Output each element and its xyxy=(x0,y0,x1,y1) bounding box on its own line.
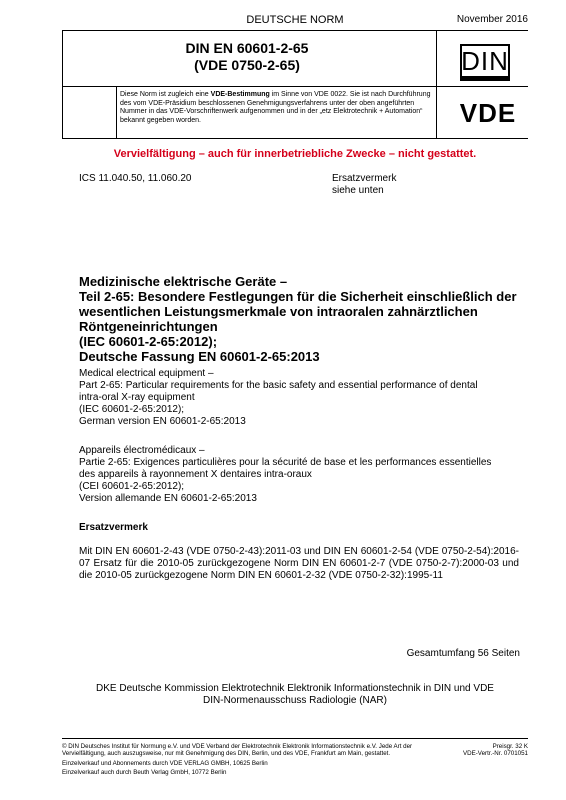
price-group: Preisgr. 32 K xyxy=(492,743,528,750)
din-logo-underline xyxy=(460,78,510,81)
sales-beuth: Einzelverkauf auch durch Beuth Verlag GmbH, 10772 Berlin xyxy=(62,769,227,777)
document-number-vde: (VDE 0750-2-65) xyxy=(194,57,300,73)
header-mid-rule xyxy=(62,86,528,87)
header-top-rule xyxy=(62,30,528,31)
reproduction-notice: Vervielfältigung – auch für innerbetriebliche Zwecke – nicht gestattet. xyxy=(113,148,477,160)
committee xyxy=(62,683,528,707)
title-german-line: Röntgeneinrichtungen xyxy=(79,319,218,334)
publication-date: November 2016 xyxy=(456,14,528,25)
title-french-line: (CEI 60601-2-65:2012); xyxy=(79,481,185,492)
replacement-reference-hint: siehe unten xyxy=(332,185,384,196)
title-german-line: Teil 2-65: Besondere Festlegungen für die Sicherheit einschließlich der xyxy=(79,289,517,304)
title-french-line: des appareils à rayonnement X dentaires intra-oraux xyxy=(79,469,312,480)
footer-right xyxy=(428,743,528,758)
ics-codes: ICS 11.040.50, 11.060.20 xyxy=(79,173,192,184)
vde-note-rest: im Sinne von VDE 0022. Sie ist nach Durchführung des vom VDE-Präsidium beschlossenen Genehmigungsverfahrens unter der oben angeführten Nummer in das VDE-Vorschriftenwerk aufgenommen und in der „etz Elektrotechnik + Automation“ bekannt gegeben worden. xyxy=(120,91,431,124)
title-english-line: intra-oral X-ray equipment xyxy=(79,392,195,403)
total-pages: Gesamtumfang 56 Seiten xyxy=(406,648,520,659)
replacement-reference xyxy=(332,173,396,197)
title-german-line: Deutsche Fassung EN 60601-2-65:2013 xyxy=(79,349,320,364)
sales-vde-verlag: Einzelverkauf und Abonnements durch VDE VERLAG GMBH, 10625 Berlin xyxy=(62,759,268,767)
committee-dke: DKE Deutsche Kommission Elektrotechnik Elektronik Informationstechnik in DIN und VDE xyxy=(96,683,494,694)
logo-divider-rule xyxy=(436,30,437,138)
replacement-reference-label: Ersatzvermerk xyxy=(332,173,397,184)
note-left-rule xyxy=(116,86,117,138)
din-logo xyxy=(460,44,510,78)
order-number: VDE-Vertr.-Nr. 0701051 xyxy=(463,750,528,758)
vde-note-prefix: Diese Norm ist zugleich eine xyxy=(120,91,211,98)
title-english-line: (IEC 60601-2-65:2012); xyxy=(79,404,185,415)
title-german-line: (IEC 60601-2-65:2012); xyxy=(79,334,218,349)
title-french xyxy=(79,445,529,505)
vde-logo xyxy=(448,98,528,129)
copyright-notice: © DIN Deutsches Institut für Normung e.V. und VDE Verband der Elektrotechnik Elektronik Informationstechnik e.V. Jede Art der Vervielfältigung, auch auszugsweise, nur mit Genehmigung des DIN, Berlin, und des VDE, Frankfurt am Main, gestattet. xyxy=(62,743,413,758)
title-french-line: Partie 2-65: Exigences particulières pour la sécurité de base et les performances essentielles xyxy=(79,457,492,468)
header-bottom-rule xyxy=(62,138,528,139)
vde-note xyxy=(120,91,432,125)
standard-type: DEUTSCHE NORM xyxy=(246,14,344,26)
vde-logo-text: VDE xyxy=(459,98,517,128)
title-english xyxy=(79,368,529,428)
vde-note-bold: VDE-Bestimmung xyxy=(210,91,270,98)
din-logo-text: DIN xyxy=(461,45,509,76)
document-number xyxy=(62,40,432,74)
replacement-text: Mit DIN EN 60601-2-43 (VDE 0750-2-43):2011-03 und DIN EN 60601-2-54 (VDE 0750-2-54):2016-07 Ersatz für die 2010-05 zurückgezogene Norm DIN EN 60601-2-7 (VDE 0750-2-7):2000-03 und die 2010-05 zurückgezogene Norm DIN EN 60601-2-32 (VDE 0750-2-32):1995-11 xyxy=(79,546,519,581)
footer-left xyxy=(62,743,422,777)
title-french-line: Appareils électromédicaux – xyxy=(79,445,205,456)
top-bar xyxy=(62,12,528,30)
replacement-heading: Ersatzvermerk xyxy=(79,522,148,533)
title-english-line: Part 2-65: Particular requirements for the basic safety and essential performance of dental xyxy=(79,380,478,391)
footer-rule xyxy=(62,738,528,739)
title-german-line: wesentlichen Leistungsmerkmale von intraoralen zahnärztlichen xyxy=(79,304,478,319)
title-english-line: Medical electrical equipment – xyxy=(79,368,214,379)
title-english-line: German version EN 60601-2-65:2013 xyxy=(79,416,246,427)
committee-nar: DIN-Normenausschuss Radiologie (NAR) xyxy=(203,695,387,706)
title-german-line: Medizinische elektrische Geräte – xyxy=(79,274,288,289)
document-number-din: DIN EN 60601-2-65 xyxy=(185,40,309,56)
title-german xyxy=(79,274,529,364)
title-french-line: Version allemande EN 60601-2-65:2013 xyxy=(79,493,257,504)
